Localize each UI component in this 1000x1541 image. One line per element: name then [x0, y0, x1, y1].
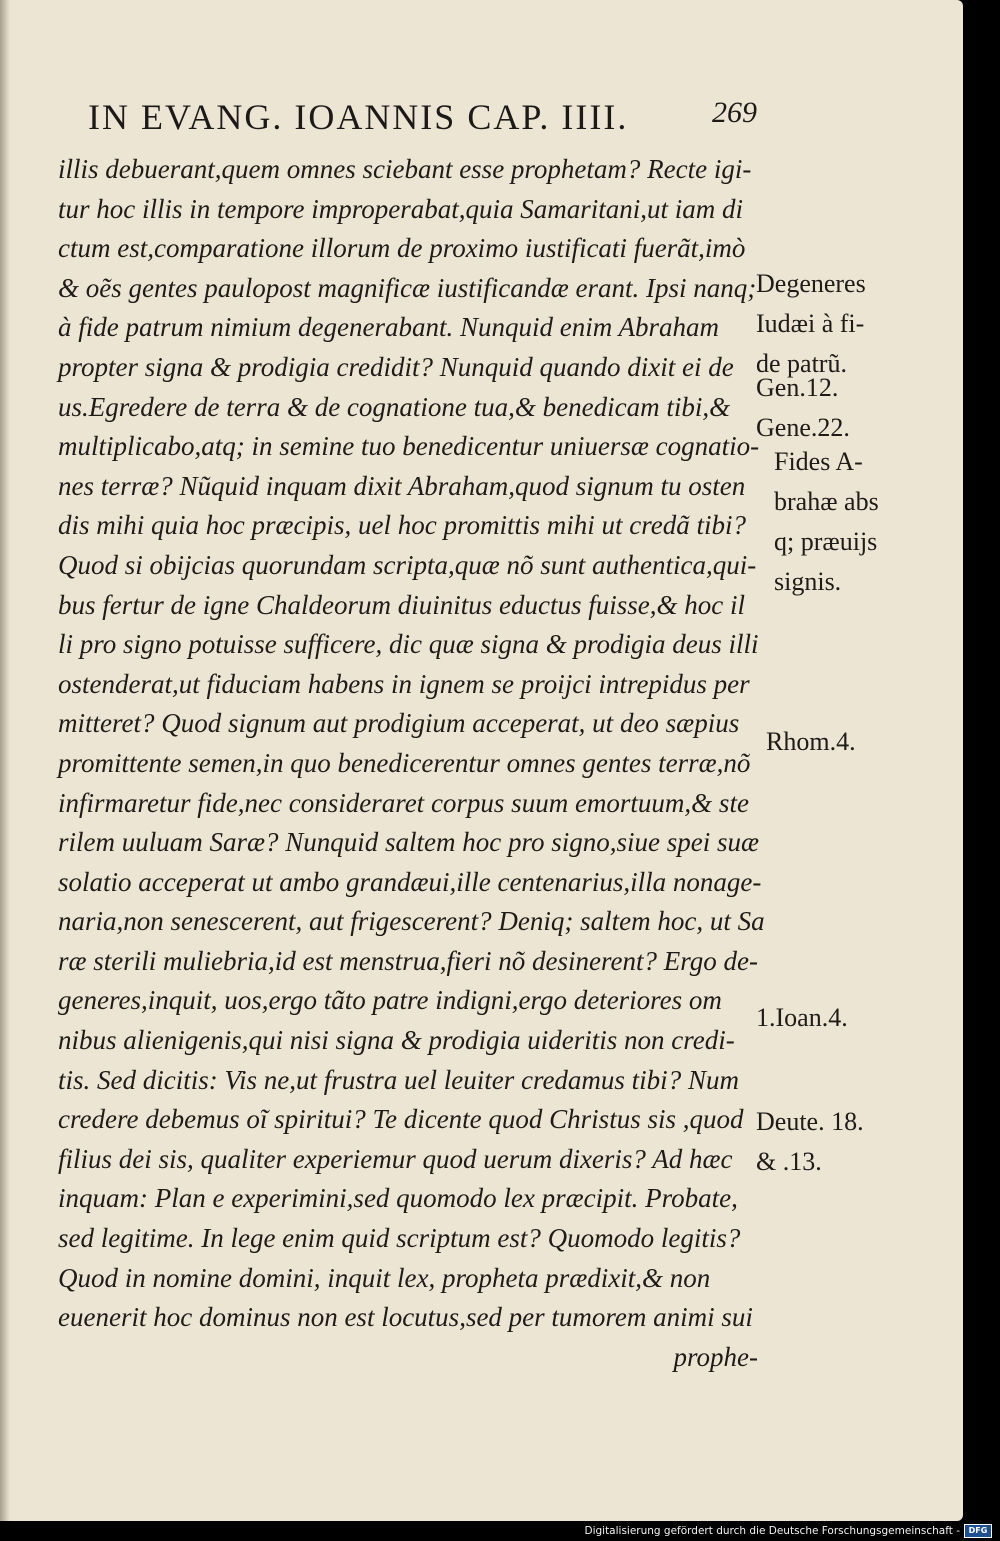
text-line: tis. Sed dicitis: Vis ne,ut frustra uel leuiter credamus tibi? Num	[58, 1064, 739, 1095]
text-line: Quod si obijcias quorundam scripta,quæ nõ sunt authentica,qui-	[58, 549, 757, 580]
main-text-block	[58, 150, 765, 1377]
margin-note-line: Iudæi à fi-	[756, 309, 865, 338]
text-line: credere debemus oĩ spiritui? Te dicente quod Christus sis ,quod	[58, 1104, 744, 1135]
text-line: ctum est,comparatione illorum de proximo iustificati fuerãt,imò	[58, 233, 746, 264]
margin-note-line: signis.	[774, 567, 842, 596]
margin-note-line: 1.Ioan.4.	[756, 1003, 848, 1032]
margin-note	[756, 264, 866, 384]
running-title: IN EVANG. IOANNIS CAP. IIII.	[88, 97, 629, 137]
folio-number: 269	[712, 96, 757, 129]
gutter-shadow	[0, 0, 10, 1521]
funding-credit: Digitalisierung gefördert durch die Deutsche Forschungsgemeinschaft -	[584, 1525, 960, 1537]
text-line: infirmaretur fide,nec consideraret corpus suum emortuum,& ste	[58, 787, 749, 818]
margin-note-line: Degeneres	[756, 269, 866, 298]
margin-note-line: brahæ abs	[774, 487, 879, 516]
text-line: euenerit hoc dominus non est locutus,sed per tumorem animi sui	[58, 1302, 753, 1333]
text-line: propter signa & prodigia credidit? Nunquid quando dixit ei de	[58, 351, 734, 382]
text-line: nes terræ? Nũquid inquam dixit Abraham,quod signum tu osten	[58, 470, 746, 501]
text-line: promittente semen,in quo benedicerentur omnes gentes terræ,nõ	[58, 747, 751, 778]
margin-note-line: Fides A-	[774, 447, 863, 476]
text-line: us.Egredere de terra & de cognatione tua,& benedicam tibi,&	[58, 391, 731, 422]
text-line: mitteret? Quod signum aut prodigium acceperat, ut deo sæpius	[58, 708, 740, 739]
text-line: sed legitime. In lege enim quid scriptum est? Quomodo legitis?	[58, 1223, 741, 1254]
text-line: tur hoc illis in tempore improperabat,quia Samaritani,ut iam di	[58, 193, 743, 224]
text-line: solatio acceperat ut ambo grandæui,ille centenarius,illa nonage-	[58, 866, 762, 897]
text-line: prophe-	[673, 1341, 758, 1372]
margin-note-line: de patrũ.	[756, 349, 847, 378]
text-line: ræ sterili muliebria,id est menstrua,fieri nõ desinerent? Ergo de-	[58, 945, 758, 976]
margin-note	[756, 1102, 864, 1182]
margin-note-line: Gen.12.	[756, 373, 839, 402]
margin-note-line: Deute. 18.	[756, 1107, 864, 1136]
margin-note	[774, 442, 879, 602]
text-line: filius dei sis, qualiter experiemur quod uerum dixeris? Ad hæc	[58, 1143, 733, 1174]
text-line: bus fertur de igne Chaldeorum diuinitus eductus fuisse,& hoc il	[58, 589, 745, 620]
margin-note	[756, 368, 838, 408]
text-line: naria,non senescerent, aut frigescerent? Deniq; saltem hoc, ut Sa	[58, 906, 765, 937]
margin-note-line: Gene.22.	[756, 413, 850, 442]
text-line: à fide patrum nimium degenerabant. Nunquid enim Abraham	[58, 312, 719, 343]
text-line: li pro signo potuisse sufficere, dic quæ signa & prodigia deus illi	[58, 629, 759, 660]
text-line: multiplicabo,atq; in semine tuo benedicentur uniuersæ cognatio-	[58, 431, 760, 462]
margin-note-line: & .13.	[756, 1147, 822, 1176]
text-line: generes,inquit, uos,ergo tãto patre indigni,ergo deteriores om	[58, 985, 722, 1016]
text-line: dis mihi quia hoc præcipis, uel hoc promittis mihi ut credã tibi?	[58, 510, 746, 541]
text-line: inquam: Plan e experimini,sed quomodo lex præcipit. Probate,	[58, 1183, 738, 1214]
text-line: nibus alienigenis,qui nisi signa & prodigia uideritis non credi-	[58, 1025, 735, 1056]
text-line: rilem uuluam Saræ? Nunquid saltem hoc pro signo,siue spei suæ	[58, 827, 760, 858]
text-line: Quod in nomine domini, inquit lex, propheta prædixit,& non	[58, 1262, 711, 1293]
margin-note	[756, 998, 848, 1038]
text-line: & oẽs gentes paulopost magnificæ iustificandæ erant. Ipsi nanq;	[58, 272, 757, 303]
margin-note	[766, 722, 856, 762]
margin-note-line: Rhom.4.	[766, 727, 856, 756]
text-line: ostenderat,ut fiduciam habens in ignem se proijci intrepidus per	[58, 668, 750, 699]
margin-note-line: q; præuijs	[774, 527, 878, 556]
dfg-logo: DFG	[964, 1524, 992, 1538]
text-line: illis debuerant,quem omnes sciebant esse prophetam? Recte igi-	[58, 154, 752, 184]
